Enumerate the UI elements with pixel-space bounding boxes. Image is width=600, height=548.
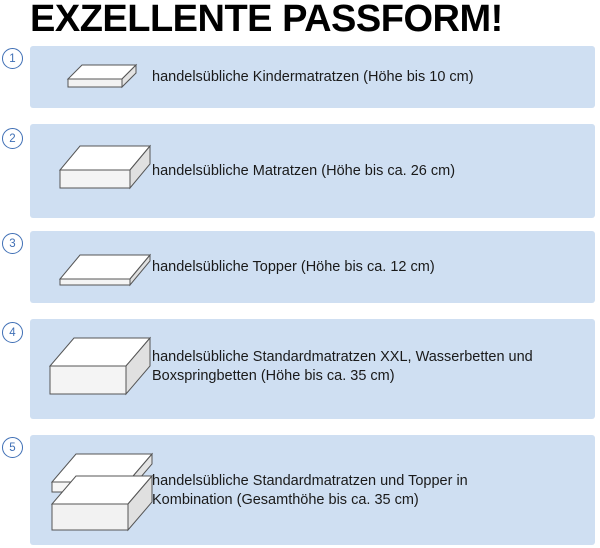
list-item-label: handelsübliche Standardmatratzen und Topper in Kombination (Gesamthöhe bis ca. 35 cm) <box>152 473 468 508</box>
step-number-badge: 4 <box>2 322 23 343</box>
topper-icon <box>52 243 162 293</box>
step-number-badge: 2 <box>2 128 23 149</box>
page-title: EXZELLENTE PASSFORM! <box>30 0 503 40</box>
mattress-with-topper-icon <box>42 448 167 543</box>
step-number-badge: 1 <box>2 48 23 69</box>
list-item-label: handelsübliche Topper (Höhe bis ca. 12 cm) <box>152 259 435 275</box>
mattress-medium-icon <box>52 136 162 208</box>
list-item-label: handelsübliche Matratzen (Höhe bis ca. 26 cm) <box>152 163 456 179</box>
mattress-thin-icon <box>60 53 150 101</box>
mattress-thick-icon <box>42 330 162 412</box>
list-item-label: handelsübliche Standardmatratzen XXL, Wasserbetten und Boxspringbetten (Höhe bis ca. 35 cm) <box>152 349 533 384</box>
list-item-label: handelsübliche Kindermatratzen (Höhe bis 10 cm) <box>152 69 474 85</box>
step-number-badge: 5 <box>2 437 23 458</box>
step-number-badge: 3 <box>2 233 23 254</box>
